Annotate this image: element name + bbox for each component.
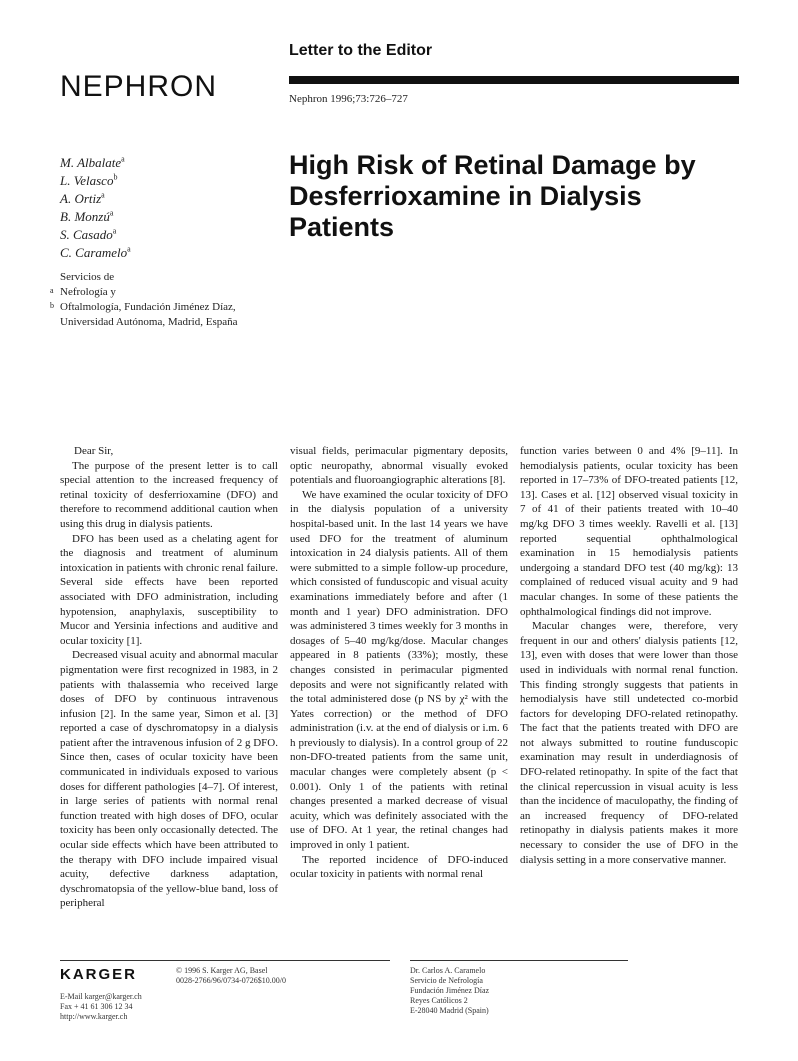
title-line: High Risk of Retinal Damage by bbox=[289, 150, 696, 180]
paragraph: Decreased visual acuity and abnormal macular pigmentation were first recognized in 1983, in 2 patients with thalassemia who received large doses of DFO by continuous intravenous infusion [2]. In the same year, Simon et al. [3] reported a case of dyschromatopsy in a dialysis patient after the intravenous infusion of 2 g DFO. Since then, cases of ocular toxicity have been communicated in individuals exposed to various doses for different pathologies [4–7]. Of interest, in large series of patients with normal renal function treated with high doses of DFO, ocular toxicity has been only occasionally detected. The ocular side effects which have been attributed to the therapy with DFO include impaired visual acuity, defective darkness adaptation, dyschromatopsia of the yellow-blue band, loss of peripheral bbox=[60, 649, 278, 910]
affiliation-line: Universidad Autónoma, Madrid, España bbox=[60, 316, 238, 328]
correspondence-address bbox=[410, 966, 489, 1016]
address-line: Servicio de Nefrología bbox=[410, 976, 483, 985]
address-line: E-28040 Madrid (Spain) bbox=[410, 1006, 489, 1015]
author: M. Albalate$^a$ bbox=[60, 154, 125, 170]
author: S. Casado$^a$ bbox=[60, 226, 117, 242]
address-line: Reyes Católicos 2 bbox=[410, 996, 468, 1005]
journal-logo: NEPHRON bbox=[60, 70, 218, 103]
author: B. Monzú$^a$ bbox=[60, 208, 114, 224]
author-list bbox=[60, 154, 131, 262]
affiliation-line: Servicios de bbox=[60, 271, 115, 283]
title-line: Patients bbox=[289, 212, 395, 242]
section-label: Letter to the Editor bbox=[289, 42, 433, 59]
affiliation-line: b Oftalmología, Fundación Jiménez Díaz, bbox=[50, 301, 236, 313]
body-column-2 bbox=[290, 444, 508, 882]
title-line: Desferrioxamine in Dialysis bbox=[289, 181, 642, 211]
affiliation-line: a Nefrología y bbox=[50, 286, 116, 298]
paragraph: visual fields, perimacular pigmentary deposits, optic neuropathy, abnormal visually evoked potentials and fluoroangiographic alterations [8]. bbox=[290, 445, 508, 487]
body-column-3 bbox=[520, 444, 738, 867]
address-line: Dr. Carlos A. Caramelo bbox=[410, 966, 486, 975]
publisher-website: http://www.karger.ch bbox=[60, 1012, 128, 1021]
paragraph: The purpose of the present letter is to call special attention to the increased frequency of retinal toxicity of desferrioxamine (DFO) and therefore to recommend additional caution when using this drug in dialysis patients. bbox=[60, 459, 278, 530]
affiliation bbox=[50, 270, 238, 330]
author: C. Caramelo$^a$ bbox=[60, 244, 131, 260]
issn-code: 0028-2766/96/0734-0726$10.00/0 bbox=[176, 976, 286, 985]
publisher-email: E-Mail karger@karger.ch bbox=[60, 992, 142, 1001]
publisher-fax: Fax + 41 61 306 12 34 bbox=[60, 1002, 133, 1011]
header-bar bbox=[289, 76, 739, 84]
body-column-1 bbox=[60, 444, 278, 911]
footer-divider bbox=[410, 960, 628, 961]
author: A. Ortiz$^a$ bbox=[60, 190, 105, 206]
paragraph: DFO has been used as a chelating agent for the diagnosis and treatment of aluminum intoxication in patients with chronic renal failure. Several side effects have been reported associated with DFO administration, including hypotension, anaphylaxis, susceptibility to Mucor and Yersinia infections and auditive and ocular toxicity [1]. bbox=[60, 532, 278, 647]
salutation: Dear Sir, bbox=[74, 445, 114, 457]
footer-divider bbox=[60, 960, 390, 961]
publisher-logo: KARGER bbox=[60, 966, 138, 983]
journal-citation: Nephron 1996;73:726–727 bbox=[289, 93, 408, 105]
copyright-block bbox=[176, 966, 286, 986]
publisher-contact bbox=[60, 992, 142, 1022]
copyright-notice: © 1996 S. Karger AG, Basel bbox=[176, 966, 268, 975]
article-title bbox=[289, 150, 729, 243]
paragraph: The reported incidence of DFO-induced ocular toxicity in patients with normal renal bbox=[290, 853, 508, 881]
author: L. Velasco$^b$ bbox=[60, 172, 118, 188]
paragraph: Macular changes were, therefore, very frequent in our and others' dialysis patients [12, 13], even with doses that were lower than those used in individuals with normal renal function. This finding strongly suggests that patients in hemodialysis have still undetected co-morbid factors for developing DFO-related retinopathy. The fact that the patients treated with DFO are not always submitted to routine funduscopic examination may result in underdiagnosis of DFO-related retinopathy. In spite of the fact that the clinical repercussion in visual acuity is less than the incidence of maculopathy, the finding of an increased frequency of DFO-related retinopathy in dialysis patients makes it more necessary to consider the use of DFO in the dialysis setting in a more conservative manner. bbox=[520, 620, 738, 866]
paragraph: function varies between 0 and 4% [9–11]. In hemodialysis patients, ocular toxicity has been reported in 17–73% of DFO-treated patients [12, 13]. Cases et al. [12] observed visual toxicity in 7 of 41 of their patients treated with 10–40 mg/kg DFO 3 times weekly. Ravelli et al. [13] reported sequential ophthalmological examination in 15 hemodialysis patients undergoing a standard DFO test (40 mg/kg): 13 complained of reduced visual acuity and 9 had macular changes. In some of these patients the ophthalmological findings did not improve. bbox=[520, 445, 738, 618]
paragraph: We have examined the ocular toxicity of DFO in the dialysis population of a university hospital-based unit. In the last 14 years we have used DFO for the treatment of aluminum intoxication in 24 dialysis patients. All of them were submitted to a simple follow-up procedure, which consisted of funduscopic and visual acuity examinations immediately before and after (1 month and 1 year) DFO administration. DFO was administered 3 times weekly for 3 months in dosages of 5–40 mg/kg/dose. Macular changes appeared in 8 patients (33%); mostly, these changes consisted in perimacular pigmented deposits and were not significantly related with the total administered dose (p NS by χ² with the Yates correction) or the method of DFO administration (i.v. at the end of dialysis or i.m. 6 h previously to dialysis). In a control group of 22 non-DFO-treated patients from the same unit, macular changes were completely absent (p < 0.001). Only 1 of the patients with retinal changes presented a marked decrease of visual acuity, which was definitely associated with the use of DFO. At 1 year, the retinal changes had improved in only 1 patient. bbox=[290, 488, 508, 852]
address-line: Fundación Jiménez Díaz bbox=[410, 986, 490, 995]
